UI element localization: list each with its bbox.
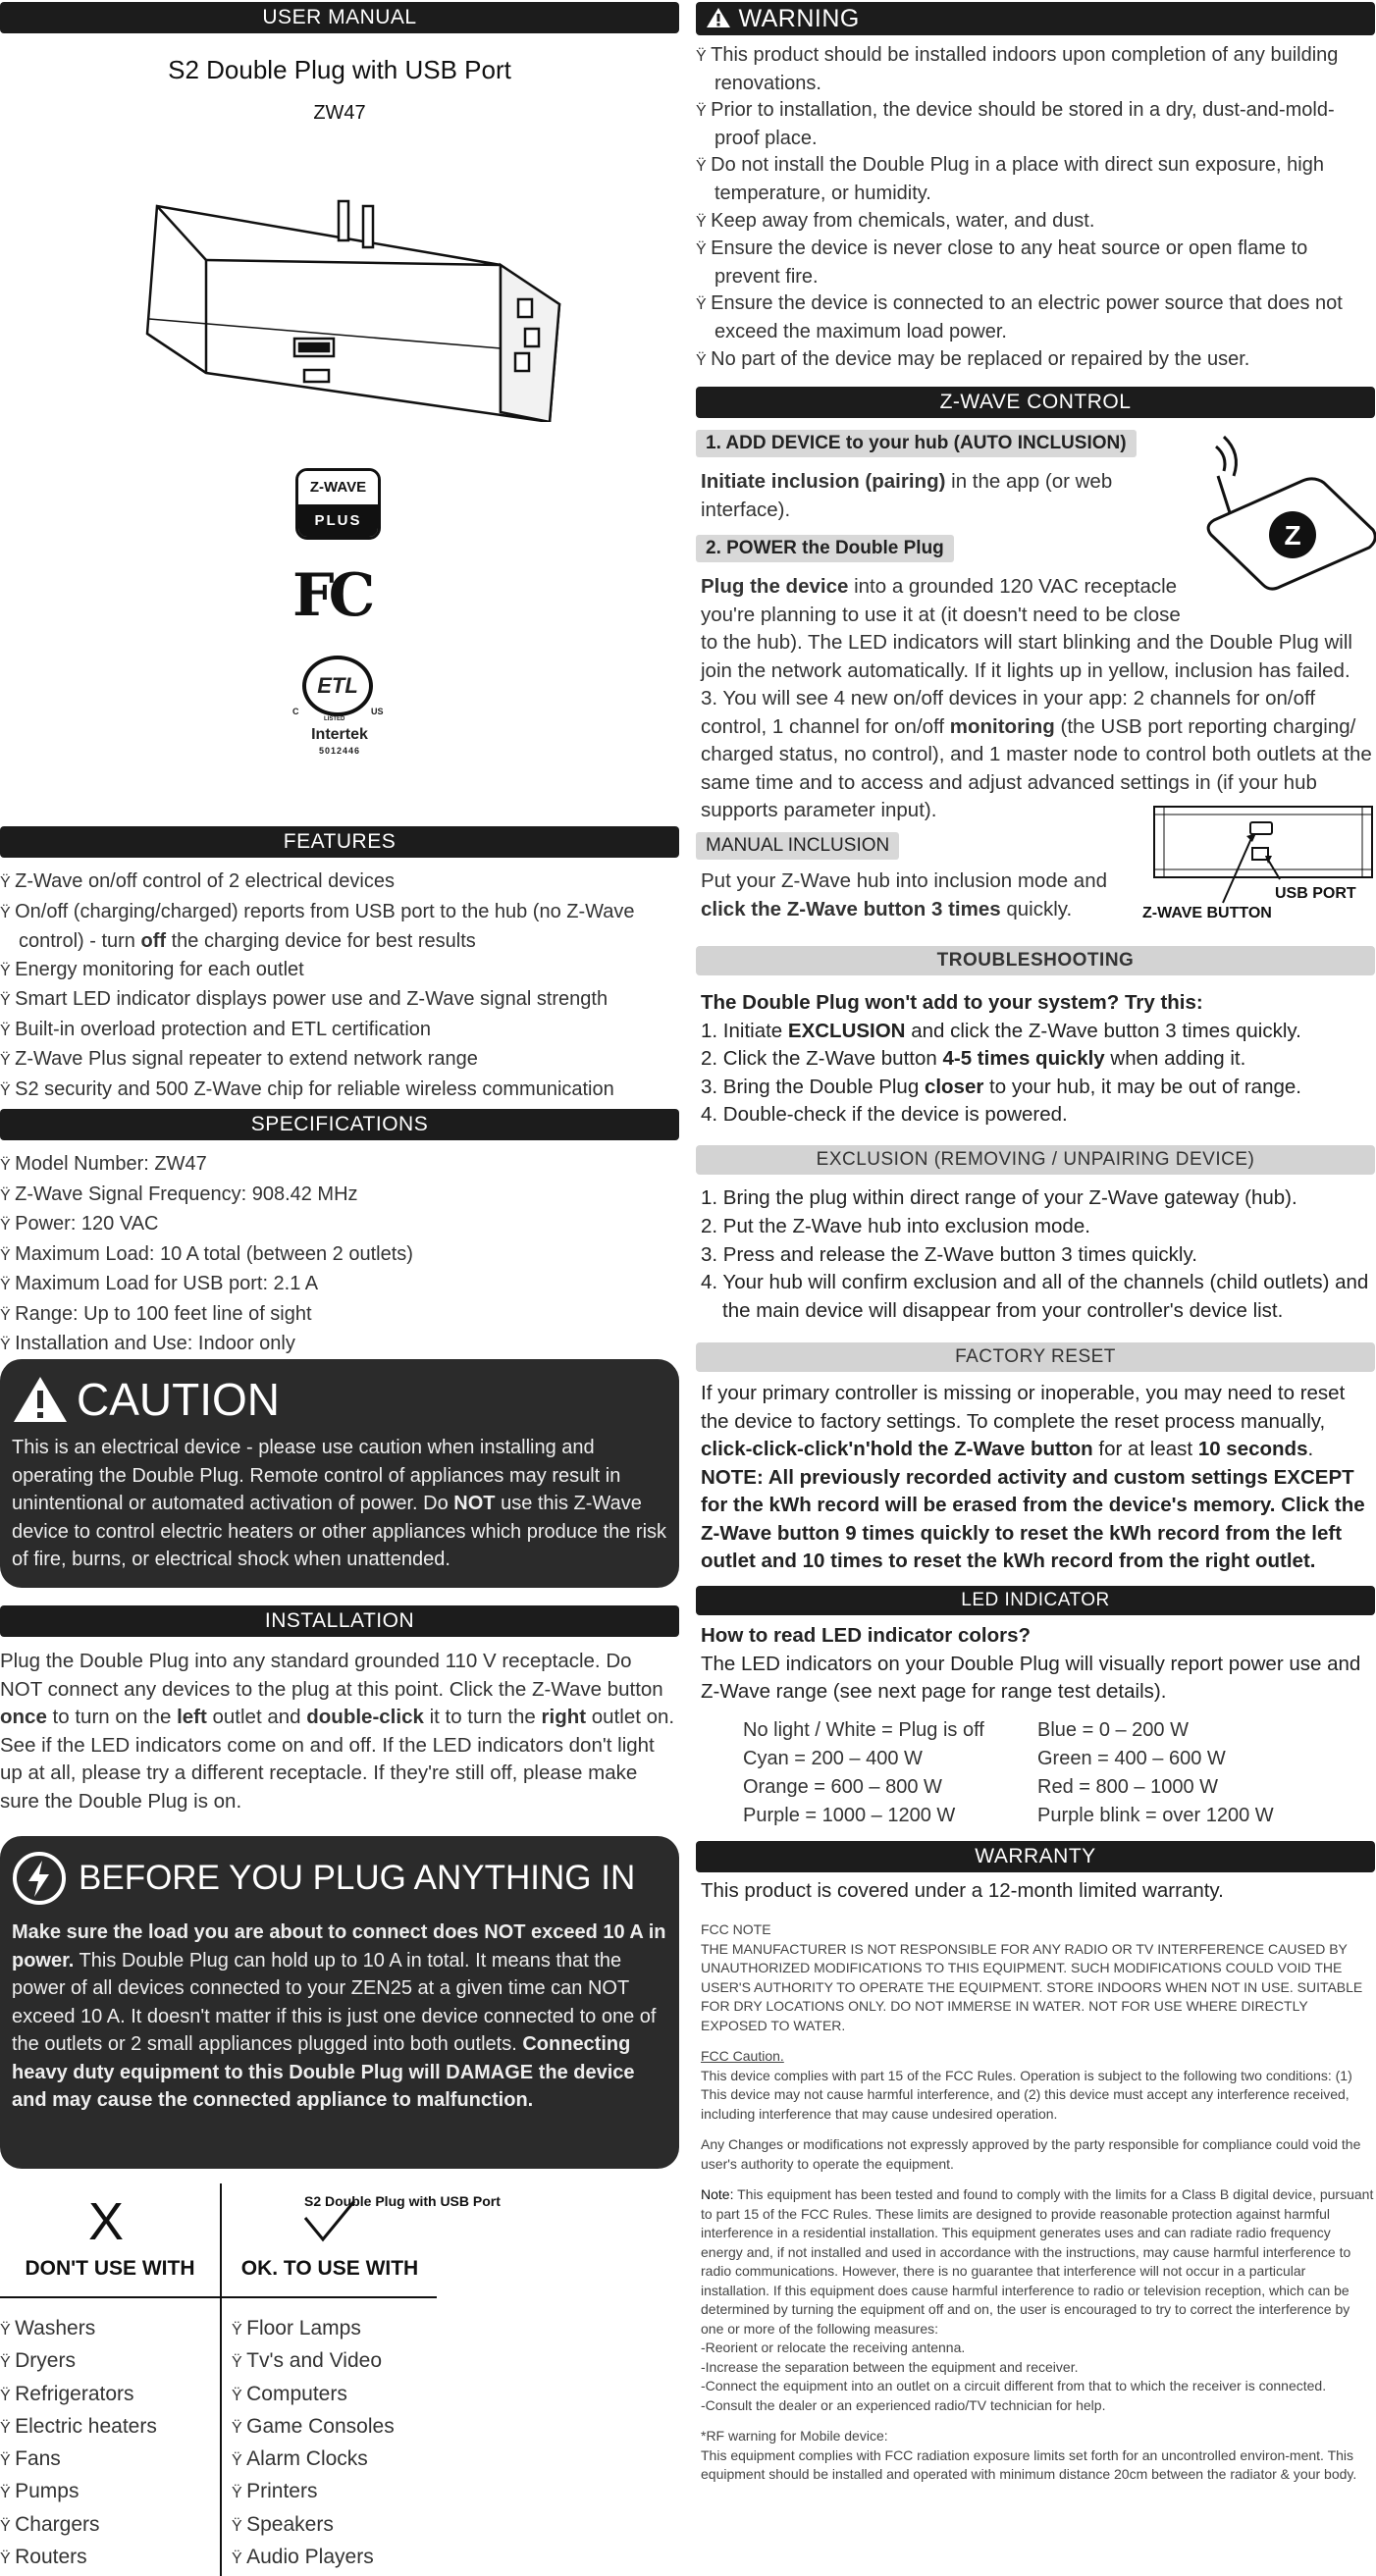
model-code: ZW47 xyxy=(313,102,366,124)
ok-use-item: Ÿ Computers xyxy=(232,2379,448,2411)
spec-item: Ÿ Maximum Load: 10 A total (between 2 outlets) xyxy=(0,1240,679,1271)
spec-item: Ÿ Z-Wave Signal Frequency: 908.42 MHz xyxy=(0,1181,679,1211)
lightning-icon xyxy=(12,1851,67,1906)
feature-item: Ÿ Built-in overload protection and ETL certification xyxy=(0,1016,679,1046)
ok-use-item: Ÿ Alarm Clocks xyxy=(232,2444,448,2476)
caution-text: This is an electrical device - please use caution when installing and operating the Double Plug. Remote control of appliances may result in unintentional or automated activation of power. Do NOT use this Z-Wave device to control electric heaters or other appliances which produce the risk of fire, burns, or electrical shock when unattended. xyxy=(12,1437,667,1570)
warning-bar xyxy=(696,2,1375,35)
specifications-bar: SPECIFICATIONS xyxy=(0,1109,679,1140)
before-plug-box xyxy=(0,1836,679,2169)
led-color-item: Blue = 0 – 200 W xyxy=(1037,1719,1189,1741)
dont-use-item: Ÿ Pumps xyxy=(0,2476,216,2508)
led-text: The LED indicators on your Double Plug will visually report power use and Z-Wave range (see next page for range test details). xyxy=(701,1652,1361,1703)
factory-reset-note: NOTE: All previously recorded activity and custom settings EXCEPT for the kWh record will be erased from the device's memory. Click the Z-Wave button 9 times quickly to reset the kWh record from the left outlet and 10 times to reset the kWh record from the right outlet. xyxy=(701,1465,1365,1572)
dont-use-item: Ÿ Fans xyxy=(0,2444,216,2476)
etl-intertek-logo xyxy=(292,656,387,763)
before-plug-text: Make sure the load you are about to connect does NOT exceed 10 A in power. This Double Plug can hold up to 10 A in total. It means that the power of all devices connected to your ZEN25 at a given time can NOT exceed 10 A. It doesn't matter if this is just one device connected to one of the outlets or 2 small appliances plugged into both outlets. Connecting heavy duty equipment to this Double Plug will DAMAGE the device and may cause the connected appliance to malfunction. xyxy=(12,1921,666,2111)
warning-triangle-icon xyxy=(706,7,731,28)
manual-inclusion-tag: MANUAL INCLUSION xyxy=(696,832,899,860)
led-indicator-bar: LED INDICATOR xyxy=(696,1586,1375,1615)
product-overlay-label: S2 Double Plug with USB Port xyxy=(304,2193,501,2209)
spec-item: Ÿ Installation and Use: Indoor only xyxy=(0,1330,679,1360)
spec-item: Ÿ Maximum Load for USB port: 2.1 A xyxy=(0,1270,679,1300)
warning-item: Ÿ Prior to installation, the device should be stored in a dry, dust-and-mold-proof place. xyxy=(696,97,1375,152)
ok-use-item: Ÿ Printers xyxy=(232,2476,448,2508)
dont-use-item: Ÿ Electric heaters xyxy=(0,2411,216,2444)
dont-use-item: Ÿ Refrigerators xyxy=(0,2379,216,2411)
exclusion-step: 4. Your hub will confirm exclusion and all of the channels (child outlets) and the main device will disappear from your controller's device list. xyxy=(701,1271,1369,1323)
table-divider-vertical xyxy=(220,2183,222,2576)
led-colors-col2 xyxy=(1037,1716,1371,1830)
warning-title: WARNING xyxy=(738,5,860,32)
warranty-bar: WARRANTY xyxy=(696,1841,1375,1872)
led-color-item: Green = 400 – 600 W xyxy=(1037,1748,1226,1769)
feature-item: Ÿ S2 security and 500 Z-Wave chip for reliable wireless communication xyxy=(0,1076,679,1106)
troubleshooting-step: 2. Click the Z-Wave button 4-5 times quickly when adding it. xyxy=(701,1047,1246,1070)
warning-item: Ÿ Ensure the device is connected to an electric power source that does not exceed the maximum load power. xyxy=(696,290,1375,345)
specifications-list xyxy=(0,1150,679,1360)
led-colors-col1 xyxy=(743,1716,1037,1830)
exclusion-step: 3. Press and release the Z-Wave button 3 times quickly. xyxy=(701,1242,1197,1266)
warning-item: Ÿ Do not install the Double Plug in a place with direct sun exposure, high temperature, or humidity. xyxy=(696,152,1375,207)
ok-use-item: Ÿ Audio Players xyxy=(232,2542,448,2574)
factory-reset-text: If your primary controller is missing or inoperable, you may need to reset the device to factory settings. To complete the reset process manually, click-click-click'n'hold the Z-Wave button for at least 10 seconds. xyxy=(701,1382,1346,1460)
led-color-item: Purple = 1000 – 1200 W xyxy=(743,1805,956,1826)
product-title: S2 Double Plug with USB Port xyxy=(168,55,511,84)
ok-use-item: Ÿ Floor Lamps xyxy=(232,2313,448,2345)
fcc-logo: FC xyxy=(292,561,370,630)
caution-title: CAUTION xyxy=(77,1374,280,1425)
user-manual-bar: USER MANUAL xyxy=(0,2,679,33)
feature-item: Ÿ Energy monitoring for each outlet xyxy=(0,956,679,986)
spec-item: Ÿ Range: Up to 100 feet line of sight xyxy=(0,1300,679,1331)
factory-reset-section xyxy=(701,1380,1376,1576)
factory-reset-bar: FACTORY RESET xyxy=(696,1342,1375,1372)
warning-list xyxy=(696,42,1375,374)
dont-use-item: Ÿ Chargers xyxy=(0,2509,216,2542)
fcc-section xyxy=(701,1920,1376,2497)
exclusion-step: 2. Put the Z-Wave hub into exclusion mode. xyxy=(701,1214,1090,1237)
intertek-text: Intertek xyxy=(311,726,368,743)
warning-item: Ÿ This product should be installed indoors upon completion of any building renovations. xyxy=(696,42,1375,97)
step2-text-b: to the hub). The LED indicators will start blinking and the Double Plug will join the network automatically. If it lights up in yellow, inclusion has failed. xyxy=(701,631,1352,682)
fcc-note: FCC NOTE THE MANUFACTURER IS NOT RESPONSIBLE FOR ANY RADIO OR TV INTERFERENCE CAUSED BY UNAUTHORIZED MODIFICATIONS TO THIS EQUIPMENT. SUCH MODIFICATIONS COULD VOID THE USER'S AUTHORITY TO OPERATE THE EQUIPMENT. STORE INDOORS WHEN NOT IN USE. SUITABLE FOR DRY LOCATIONS ONLY. DO NOT IMMERSE IN WATER. NOT FOR USE WHERE DIRECTLY EXPOSED TO WATER. xyxy=(701,1921,1363,2033)
led-color-item: Orange = 600 – 800 W xyxy=(743,1776,942,1798)
dont-use-header: DON'T USE WITH xyxy=(25,2257,195,2280)
dont-use-item: Ÿ Routers xyxy=(0,2542,216,2574)
warning-item: Ÿ No part of the device may be replaced or repaired by the user. xyxy=(696,346,1375,375)
led-color-item: Red = 800 – 1000 W xyxy=(1037,1776,1219,1798)
manual-inclusion-text: Put your Z-Wave hub into inclusion mode and click the Z-Wave button 3 times quickly. xyxy=(701,869,1108,920)
features-bar: FEATURES xyxy=(0,826,679,858)
feature-item: Ÿ On/off (charging/charged) reports from USB port to the hub (no Z-Wave control) - turn off the charging device for best results xyxy=(0,898,679,956)
ok-use-item: Ÿ Game Consoles xyxy=(232,2411,448,2444)
etl-listed: LISTED xyxy=(324,716,345,722)
dont-use-list xyxy=(0,2313,216,2574)
dont-use-item: Ÿ Washers xyxy=(0,2313,216,2345)
troubleshooting-bar: TROUBLESHOOTING xyxy=(696,946,1375,975)
exclusion-bar: EXCLUSION (REMOVING / UNPAIRING DEVICE) xyxy=(696,1145,1375,1175)
before-plug-title: BEFORE YOU PLUG ANYTHING IN xyxy=(79,1859,636,1897)
warning-triangle-icon xyxy=(12,1375,69,1424)
installation-bar: INSTALLATION xyxy=(0,1605,679,1637)
troubleshooting-step: 1. Initiate EXCLUSION and click the Z-Wave button 3 times quickly. xyxy=(701,1019,1301,1042)
etl-mark: ETL xyxy=(302,656,373,716)
troubleshooting-step: 3. Bring the Double Plug closer to your hub, it may be out of range. xyxy=(701,1075,1301,1098)
led-color-item: Purple blink = over 1200 W xyxy=(1037,1805,1274,1826)
zwave-plus-logo xyxy=(295,468,381,540)
rf-warning: *RF warning for Mobile device: This equipment complies with FCC radiation exposure limits set forth for an uncontrolled environ-ment. This equipment should be installed and operated with minimum distance 20cm between the radiator & your body. xyxy=(701,2428,1357,2482)
step3-text: 3. You will see 4 new on/off devices in your app: 2 channels for on/off control, 1 channel for on/off monitoring (the USB port reporting charging/ charged status, no control), and 1 master node to control both outlets at the same time and to access and adjust advanced settings in (if your hub supports parameter input). xyxy=(701,687,1372,821)
plus-logo-text: PLUS xyxy=(298,504,378,538)
step2-tag: 2. POWER the Double Plug xyxy=(696,535,954,562)
spec-item: Ÿ Power: 120 VAC xyxy=(0,1210,679,1240)
intertek-code: 5012446 xyxy=(318,746,361,756)
table-divider-horizontal xyxy=(0,2296,437,2298)
features-list xyxy=(0,867,679,1105)
warranty-text: This product is covered under a 12-month limited warranty. xyxy=(701,1879,1224,1902)
zwave-hub-illustration xyxy=(1187,432,1376,594)
spec-item: Ÿ Model Number: ZW47 xyxy=(0,1150,679,1181)
led-color-item: No light / White = Plug is off xyxy=(743,1719,984,1741)
step2-text-rest: into a grounded 120 VAC receptacle you're planning to use it at (it doesn't need to be close xyxy=(701,575,1181,626)
led-heading: How to read LED indicator colors? xyxy=(701,1624,1032,1647)
hub-logo-letter: Z xyxy=(1284,520,1301,551)
fcc-changes: Any Changes or modifications not expressly approved by the party responsible for compliance could void the user's authority to operate the equipment. xyxy=(701,2136,1361,2172)
led-color-item: Cyan = 200 – 400 W xyxy=(743,1748,923,1769)
feature-item: Ÿ Smart LED indicator displays power use and Z-Wave signal strength xyxy=(0,985,679,1016)
etl-us: US xyxy=(371,707,384,716)
usb-port-label: USB PORT xyxy=(1275,885,1356,902)
zwave-logo-text: Z-WAVE xyxy=(298,471,378,504)
exclusion-step: 1. Bring the plug within direct range of your Z-Wave gateway (hub). xyxy=(701,1186,1297,1209)
fcc-caution: FCC Caution. This device complies with part 15 of the FCC Rules. Operation is subject to the following two conditions: (1) This device may not cause harmful interference, and (2) this device must accept any interference received, including interference that may cause undesired operation. xyxy=(701,2048,1352,2122)
x-mark: X xyxy=(88,2192,125,2251)
caution-box xyxy=(0,1359,679,1588)
double-plug-illustration xyxy=(128,186,579,422)
zwave-button-label: Z-WAVE BUTTON xyxy=(1142,905,1272,921)
warning-item: Ÿ Keep away from chemicals, water, and dust. xyxy=(696,208,1375,237)
zwave-control-bar: Z-WAVE CONTROL xyxy=(696,387,1375,418)
step1-tag: 1. ADD DEVICE to your hub (AUTO INCLUSION) xyxy=(696,430,1137,457)
step1-text: Initiate inclusion (pairing) in the app (or web interface). xyxy=(701,470,1113,521)
ok-use-header: OK. TO USE WITH xyxy=(240,2257,419,2280)
dont-use-item: Ÿ Dryers xyxy=(0,2345,216,2378)
etl-c: C xyxy=(292,707,299,716)
led-section xyxy=(701,1622,1376,1707)
exclusion-list xyxy=(701,1184,1376,1326)
troubleshooting-step: 4. Double-check if the device is powered. xyxy=(701,1103,1068,1126)
before-plug-header xyxy=(12,1848,667,1909)
ok-use-list xyxy=(232,2313,448,2574)
feature-item: Ÿ Z-Wave on/off control of 2 electrical devices xyxy=(0,867,679,898)
troubleshooting-section xyxy=(701,989,1376,1130)
installation-text: Plug the Double Plug into any standard grounded 110 V receptacle. Do NOT connect any devices to the plug at this point. Click the Z-Wave button once to turn on the left outlet and double-click it to turn the right outlet on. See if the LED indicators come on and off. If the LED indicators don't light up at all, please try a different receptacle. If they're still off, please make sure the Double Plug is on. xyxy=(0,1650,675,1813)
feature-item: Ÿ Z-Wave Plus signal repeater to extend network range xyxy=(0,1045,679,1076)
warning-item: Ÿ Ensure the device is never close to any heat source or open flame to prevent fire. xyxy=(696,236,1375,290)
step2-text-a: Plug the device into a grounded 120 VAC receptacle you're planning to use it at (it doesn't need to be close xyxy=(701,575,1181,626)
ok-use-item: Ÿ Speakers xyxy=(232,2509,448,2542)
caution-header xyxy=(12,1369,667,1430)
fcc-note-class-b: Note: This equipment has been tested and found to comply with the limits for a Class B digital device, pursuant to part 15 of the FCC Rules. These limits are designed to provide reasonable protection against harmful interference in a residential installation. This equipment generates uses and can radiate radio frequency energy and, if not installed and used in accordance with the instructions, may cause harmful interference to radio communications. However, there is no guarantee that interference will not occur in a particular installation. If this equipment does cause harmful interference to radio or television reception, which can be determined by turning the equipment off and on, the user is encouraged to try to correct the interference by one or more of the following measures: -Reorient or relocate the receiving antenna. -Increase the separation between the equipment and receiver. -Connect the equipment into an outlet on a circuit different from that to which the receiver is connected. -Consult the dealer or an experienced radio/TV technician for help. xyxy=(701,2186,1374,2413)
ok-use-item: Ÿ Tv's and Video xyxy=(232,2345,448,2378)
troubleshooting-heading: The Double Plug won't add to your system? Try this: xyxy=(701,991,1203,1014)
